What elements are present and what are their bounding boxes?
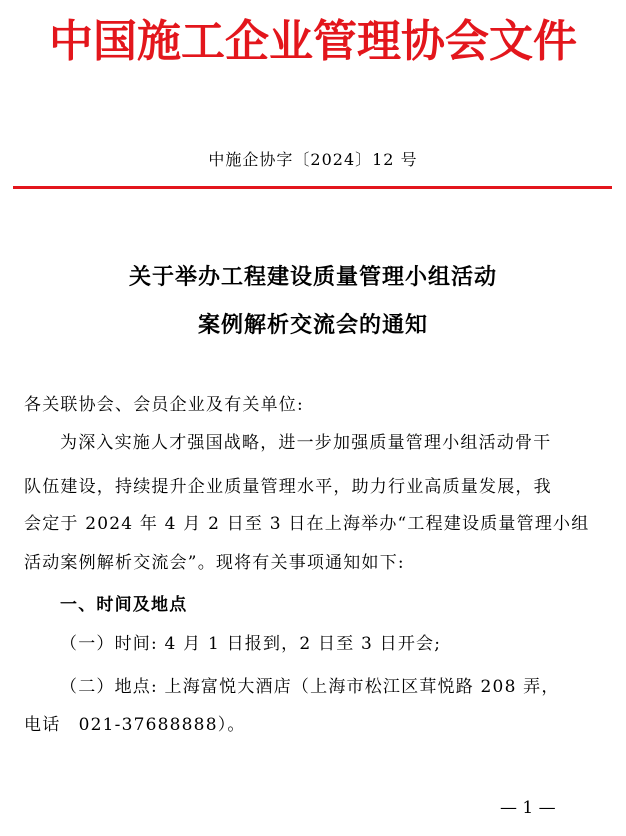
- list-item: （二）地点: 上海富悦大酒店（上海市松江区茸悦路 208 弄，: [60, 677, 560, 697]
- org-header-title: 中国施工企业管理协会文件: [49, 16, 577, 67]
- paragraph-line: 活动案例解析交流会”。现将有关事项通知如下:: [24, 553, 405, 573]
- salutation: 各关联协会、会员企业及有关单位:: [24, 395, 304, 415]
- red-divider-rule: [13, 186, 612, 189]
- paragraph-line: 为深入实施人才强国战略，进一步加强质量管理小组活动骨干: [60, 433, 552, 453]
- notice-title-line-1: 关于举办工程建设质量管理小组活动: [128, 264, 497, 290]
- page-number: — 1 —: [500, 798, 556, 818]
- paragraph-line: 会定于 2024 年 4 月 2 日至 3 日在上海举办“工程建设质量管理小组: [24, 514, 590, 534]
- section-heading: 一、时间及地点: [60, 595, 188, 615]
- list-item: （一）时间: 4 月 1 日报到，2 日至 3 日开会;: [60, 634, 442, 654]
- paragraph-line: 队伍建设，持续提升企业质量管理水平，助力行业高质量发展，我: [24, 477, 552, 497]
- document-number: 中施企协字〔2024〕12 号: [208, 150, 418, 169]
- list-item-continuation: 电话 021-37688888）。: [24, 715, 246, 735]
- notice-title-line-2: 案例解析交流会的通知: [197, 312, 428, 338]
